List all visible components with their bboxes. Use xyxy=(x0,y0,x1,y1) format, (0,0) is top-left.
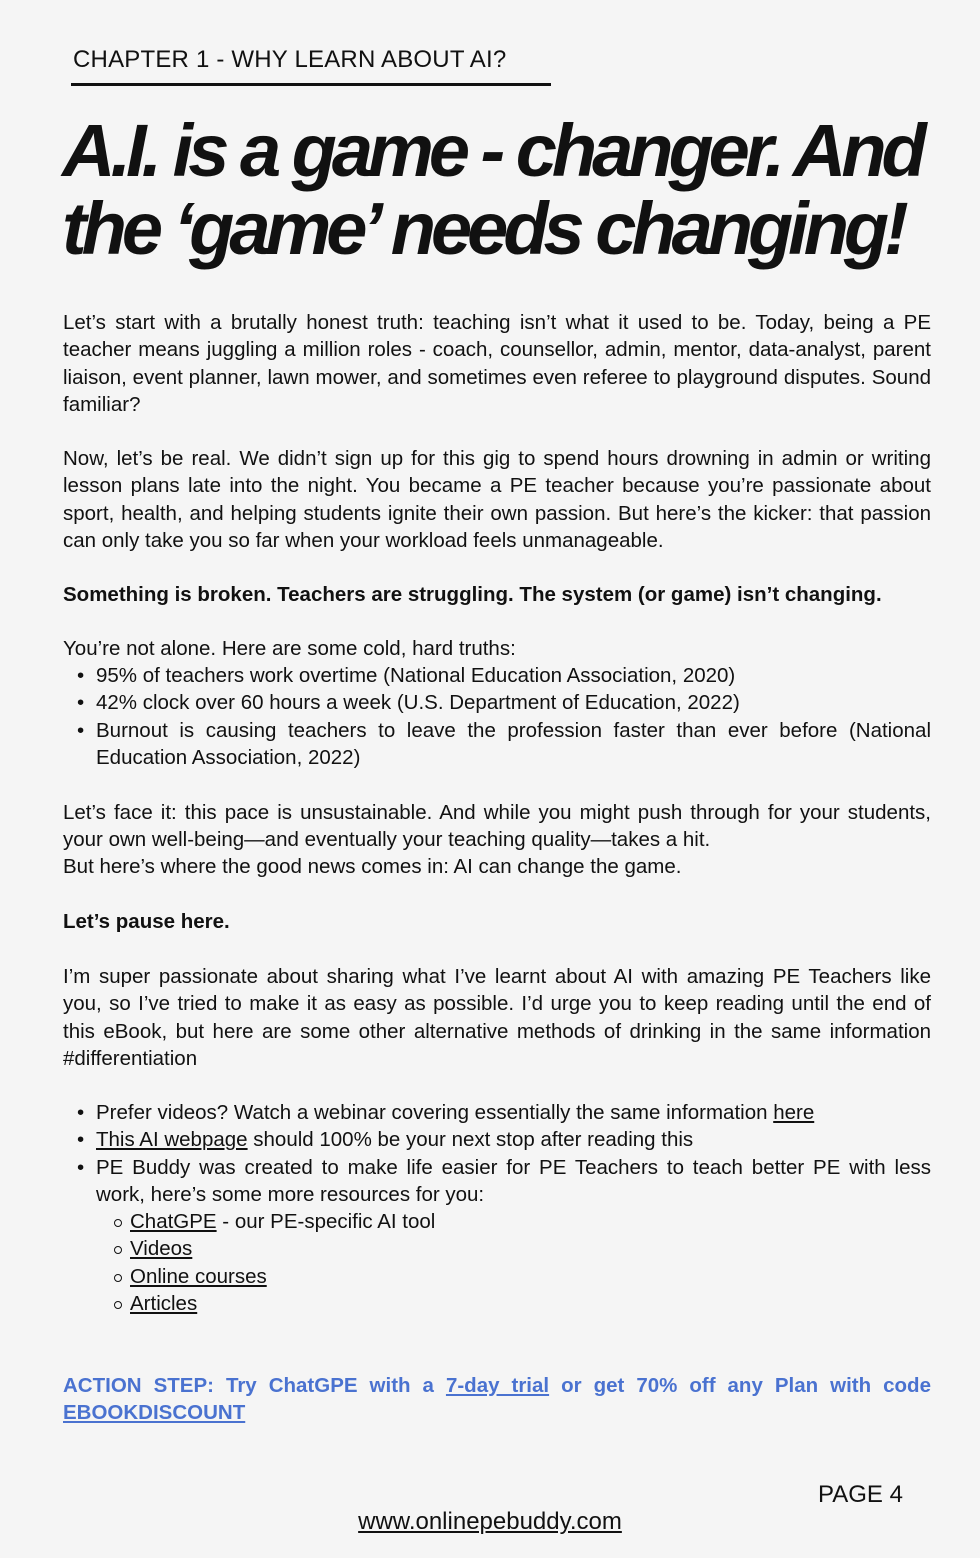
videos-link[interactable]: Videos xyxy=(130,1237,193,1261)
truths-list xyxy=(63,662,931,771)
articles-link[interactable]: Articles xyxy=(130,1292,198,1316)
sub-list-item xyxy=(96,1235,931,1262)
website-footer xyxy=(0,1508,980,1536)
webpage-text: should 100% be your next stop after reading this xyxy=(247,1128,694,1152)
page-number: PAGE 4 xyxy=(818,1481,903,1508)
website-link[interactable]: www.onlinepebuddy.com xyxy=(358,1508,622,1535)
sub-list-item xyxy=(96,1290,931,1317)
pe-buddy-sublist xyxy=(96,1208,931,1317)
resources-list xyxy=(63,1099,931,1317)
list-item: • Burnout is causing teachers to leave the profession faster than ever before (National Education Association, 2022) xyxy=(63,717,931,772)
paragraph-face-it: Let’s face it: this pace is unsustainable. And while you might push through for your students, your own well-being—and eventually your teaching quality—takes a hit. xyxy=(63,801,931,852)
paragraph-pause: Let’s pause here. xyxy=(63,910,230,933)
page-title xyxy=(62,109,942,270)
chapter-underline xyxy=(71,83,551,86)
paragraph-truths-intro: You’re not alone. Here are some cold, hard truths: xyxy=(63,637,516,660)
list-item xyxy=(63,1126,931,1153)
trial-link[interactable]: 7-day trial xyxy=(445,1374,550,1397)
list-item: • 95% of teachers work overtime (National Education Association, 2020) xyxy=(63,662,931,689)
pe-buddy-text: PE Buddy was created to make life easier for PE Teachers to teach better PE with less work, here’s some more resources for you: xyxy=(96,1155,931,1206)
online-courses-link[interactable]: Online courses xyxy=(130,1264,267,1288)
paragraph-be-real: Now, let’s be real. We didn’t sign up for this gig to spend hours drowning in admin or writing lesson plans late into the night. You became a PE teacher because you’re passionate about sport, health, and helping students ignite their own passion. But here’s the kicker: that passion can only take you so far when your workload feels unmanageable. xyxy=(63,447,931,552)
chapter-heading: CHAPTER 1 - WHY LEARN ABOUT AI? xyxy=(73,46,507,73)
action-text-1: ACTION STEP: Try ChatGPE with a xyxy=(63,1374,446,1397)
list-item: • 42% clock over 60 hours a week (U.S. Department of Education, 2022) xyxy=(63,689,931,716)
paragraph-intro: Let’s start with a brutally honest truth: teaching isn’t what it used to be. Today, being a PE teacher means juggling a million roles - coach, counsellor, admin, mentor, data-analyst, parent liaison, event planner, lawn mower, and sometimes even referee to playground disputes. Sound familiar? xyxy=(63,311,931,416)
action-text-2: or get 70% off any Plan with code xyxy=(549,1374,931,1397)
action-step xyxy=(63,1372,931,1427)
list-item xyxy=(63,1099,931,1126)
chatgpe-text: - our PE-specific AI tool xyxy=(216,1210,436,1234)
title-line-2: the ‘game’ needs changing! xyxy=(62,187,904,270)
chatgpe-link[interactable]: ChatGPE xyxy=(130,1210,217,1234)
paragraph-passionate: I’m super passionate about sharing what I’ve learnt about AI with amazing PE Teachers like you, so I’ve tried to make it as easy as possible. I’d urge you to keep reading until the end of this eBook, but here are some other alternative methods of drinking in the same information #differentiation xyxy=(63,965,931,1070)
sub-list-item xyxy=(96,1208,931,1235)
title-line-1: A.I. is a game - changer. And xyxy=(62,109,922,192)
videos-text: Prefer videos? Watch a webinar covering essentially the same information xyxy=(96,1101,774,1124)
paragraph-broken: Something is broken. Teachers are struggling. The system (or game) isn’t changing. xyxy=(63,583,882,606)
discount-code-link[interactable]: EBOOKDISCOUNT xyxy=(63,1401,246,1425)
paragraph-good-news: But here’s where the good news comes in: AI can change the game. xyxy=(63,855,682,878)
sub-list-item xyxy=(96,1263,931,1290)
webinar-link[interactable]: here xyxy=(773,1101,815,1124)
list-item xyxy=(63,1154,931,1318)
ai-webpage-link[interactable]: This AI webpage xyxy=(96,1128,248,1152)
